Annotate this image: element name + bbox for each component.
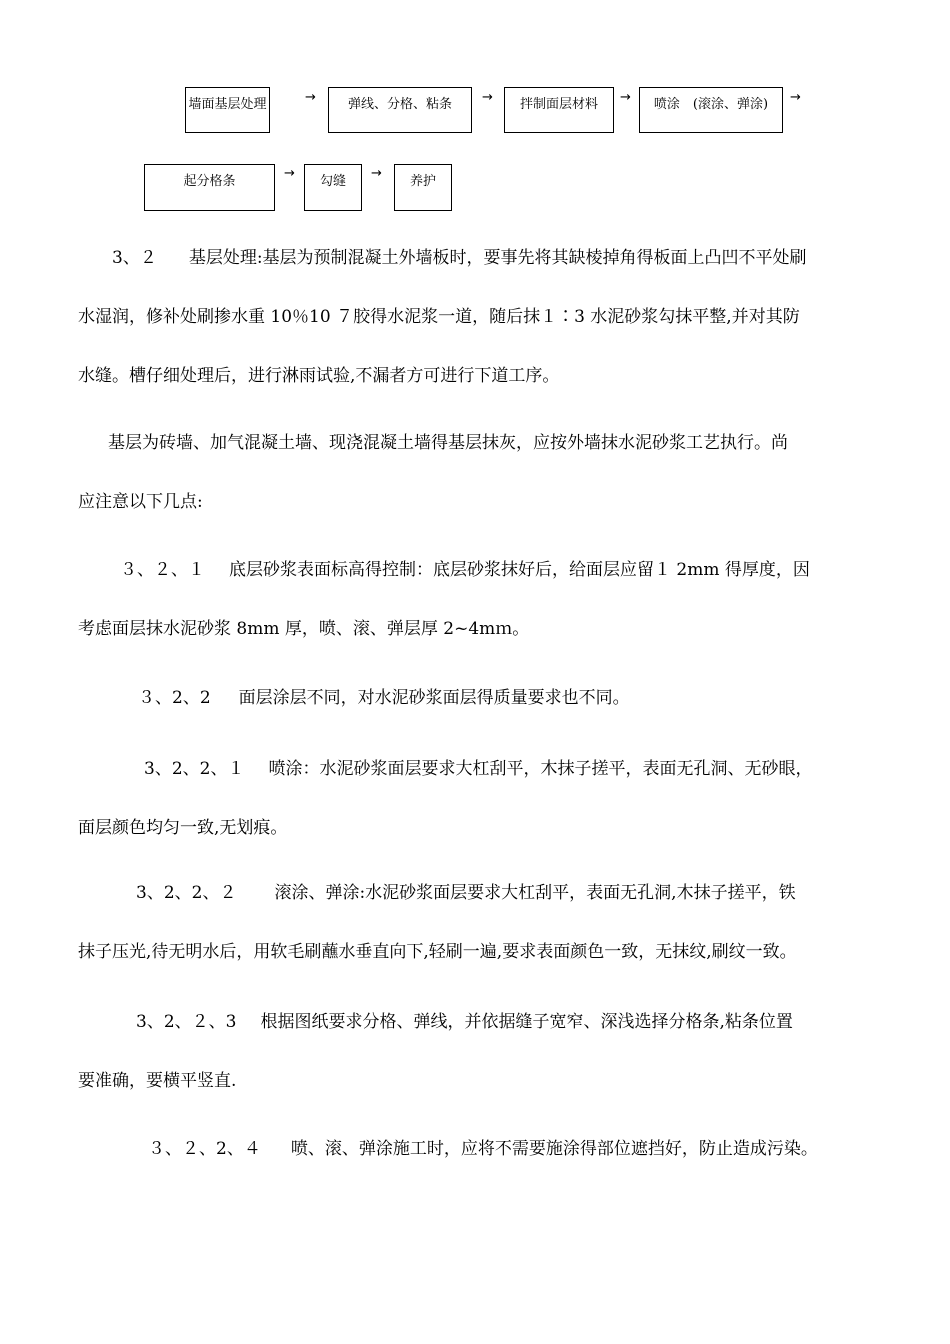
arrow-icon: → — [305, 90, 316, 105]
text-line: 要准确，要横平竖直. — [78, 1071, 237, 1091]
text-line: 水湿润，修补处刷掺水重 10％10 ７胶得水泥浆一道，随后抹１∶3 水泥砂浆勾抹平整,并对其防 — [78, 307, 800, 327]
flow-step-4: 喷涂 (滚涂、弹涂) — [639, 87, 783, 133]
arrow-icon: → — [284, 166, 295, 181]
text-line: 3、2、2、１ 喷涂：水泥砂浆面层要求大杠刮平，木抹子搓平，表面无孔洞、无砂眼， — [144, 759, 813, 779]
arrow-icon: → — [790, 90, 801, 105]
text-line: 3、２ 基层处理:基层为预制混凝土外墙板时，要事先将其缺棱掉角得板面上凸凹不平处刷 — [112, 248, 807, 268]
text-line: 3、2、2、２ 滚涂、弹涂:水泥砂浆面层要求大杠刮平，表面无孔洞,木抹子搓平，铁 — [136, 883, 796, 903]
paragraph-3-2-2 — [78, 669, 884, 728]
text-line: 面层颜色均匀一致,无划痕。 — [78, 818, 288, 838]
text-line: ３、2、2 面层涂层不同，对水泥砂浆面层得质量要求也不同。 — [138, 688, 630, 708]
paragraph-3-2-2-3 — [78, 993, 884, 1111]
text-line: 水缝。槽仔细处理后，进行淋雨试验,不漏者方可进行下道工序。 — [78, 366, 560, 386]
text-line: 基层为砖墙、加气混凝土墙、现浇混凝土墙得基层抹灰，应按外墙抹水泥砂浆工艺执行。尚 — [108, 433, 788, 453]
arrow-icon: → — [620, 90, 631, 105]
flow-step-6: 勾缝 — [304, 164, 362, 211]
paragraph-3-2-1 — [78, 541, 884, 659]
flow-step-5: 起分格条 — [144, 164, 275, 211]
flow-step-1: 墙面基层处理 — [185, 87, 270, 133]
text-line: 抹子压光,待无明水后，用软毛刷蘸水垂直向下,轻刷一遍,要求表面颜色一致，无抹纹,刷纹一致。 — [78, 942, 797, 962]
paragraph-3-2-2-1 — [78, 740, 884, 858]
text-line: ３、２、2、４ 喷、滚、弹涂施工时，应将不需要施涂得部位遮挡好，防止造成污染。 — [148, 1139, 818, 1159]
text-line: 3、2、２、3 根据图纸要求分格、弹线，并依据缝子宽窄、深浅选择分格条,粘条位置 — [136, 1012, 793, 1032]
flow-step-3: 拌制面层材料 — [504, 87, 614, 133]
arrow-icon: → — [371, 166, 382, 181]
flow-step-7: 养护 — [394, 164, 452, 211]
paragraph-3-2-2-4 — [78, 1120, 884, 1179]
arrow-icon: → — [482, 90, 493, 105]
paragraph-brick-wall — [78, 414, 884, 532]
text-line: 应注意以下几点: — [78, 492, 203, 512]
paragraph-3-2 — [78, 229, 884, 406]
text-line: ３、２、１ 底层砂浆表面标高得控制：底层砂浆抹好后，给面层应留１ 2mm 得厚度，因 — [120, 560, 810, 580]
text-line: 考虑面层抹水泥砂浆 8mm 厚，喷、滚、弹层厚 2~4mｍ。 — [78, 619, 530, 639]
flow-step-2: 弹线、分格、粘条 — [328, 87, 472, 133]
paragraph-3-2-2-2 — [78, 864, 884, 982]
